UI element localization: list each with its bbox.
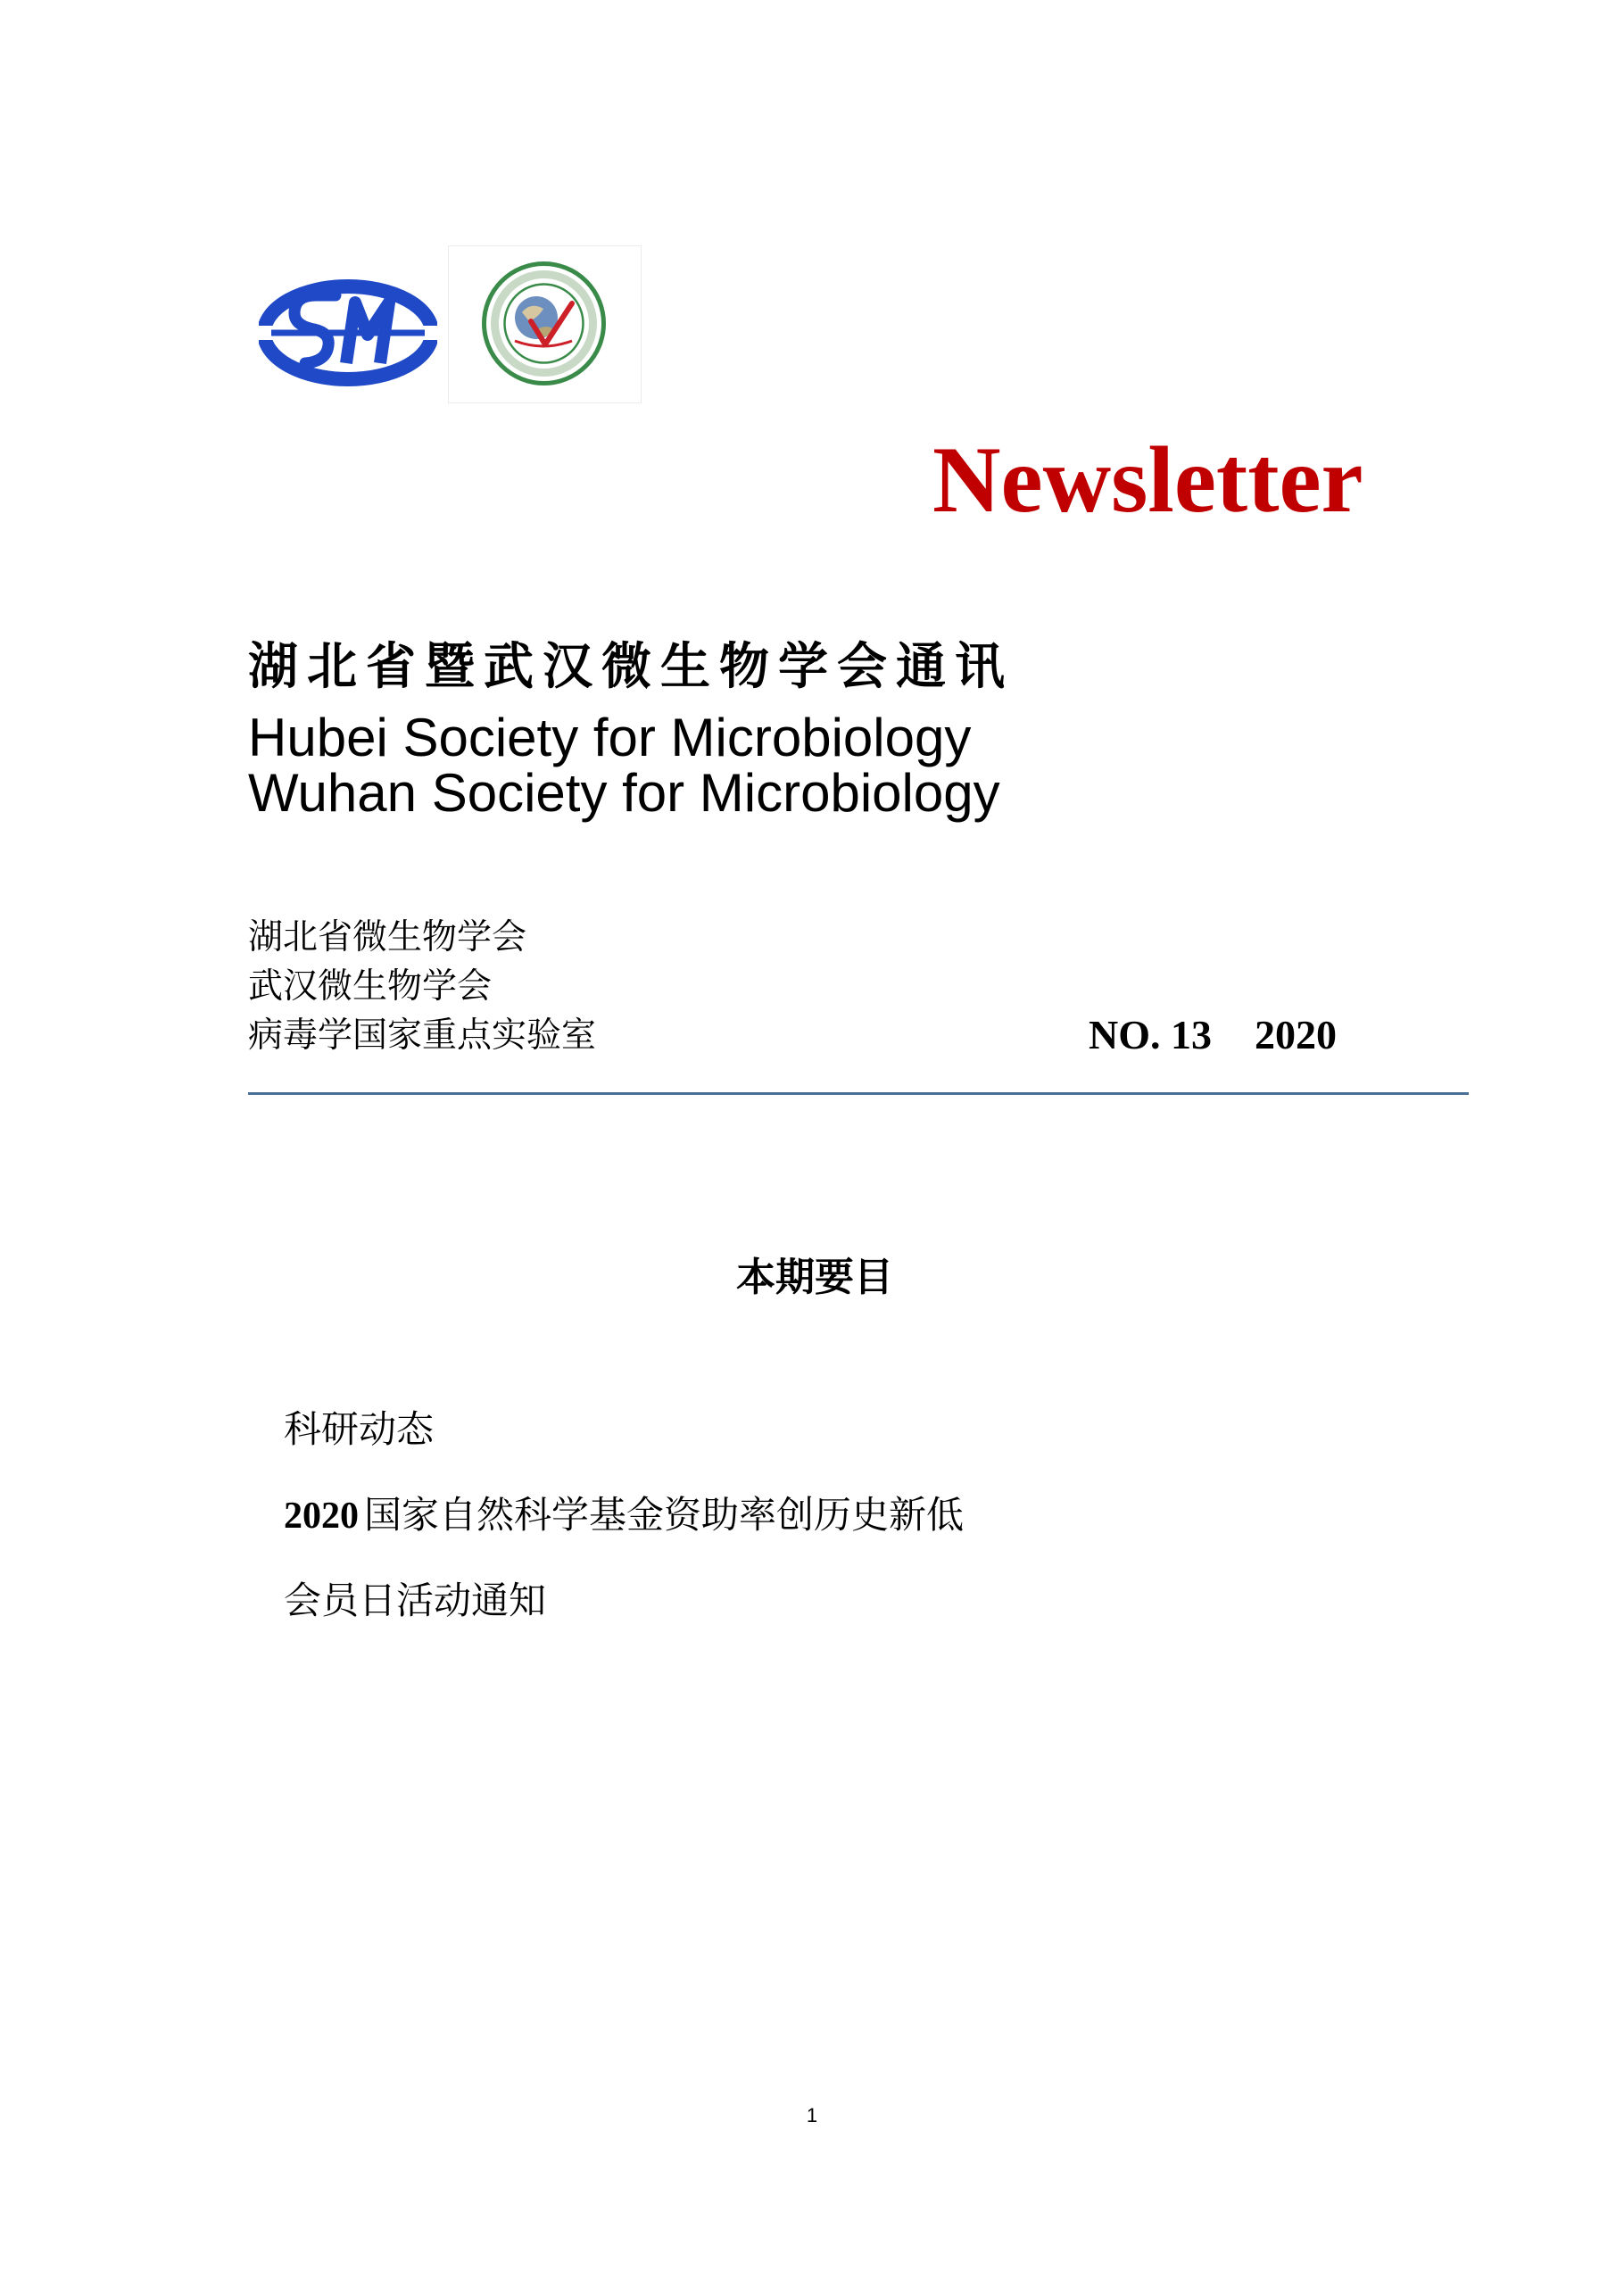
chinese-society-title: 湖北省暨武汉微生物学会通讯: [248, 637, 1014, 696]
toc-item-research-news: 科研动态: [284, 1407, 435, 1451]
toc-item-nsfc-funding: [284, 1488, 964, 1543]
organization-line: 武汉微生物学会: [248, 966, 493, 1007]
contents-heading-text: 本期要目: [736, 1255, 893, 1300]
header-divider: [248, 1092, 1469, 1095]
issue-year: 2020: [1255, 1012, 1337, 1057]
state-key-lab-logo: [479, 259, 609, 388]
issue-number: NO. 13: [1089, 1012, 1212, 1057]
organization-line: 湖北省微生物学会: [248, 917, 527, 957]
issue-info: [1089, 1008, 1337, 1062]
toc-item-member-day: 会员日活动通知: [284, 1579, 547, 1622]
page-number: 1: [806, 2104, 818, 2126]
english-title-wuhan: Wuhan Society for Microbiology: [248, 763, 1000, 823]
toc-item-year: 2020: [284, 1496, 359, 1537]
contents-heading: [0, 1251, 1624, 1305]
hsm-logo: [259, 279, 437, 386]
english-title-hubei: Hubei Society for Microbiology: [248, 708, 972, 767]
toc-item-text: 国家自然科学基金资助率创历史新低: [364, 1493, 965, 1537]
newsletter-title: Newsletter: [932, 427, 1363, 532]
organization-line: 病毒学国家重点实验室: [248, 1015, 597, 1056]
